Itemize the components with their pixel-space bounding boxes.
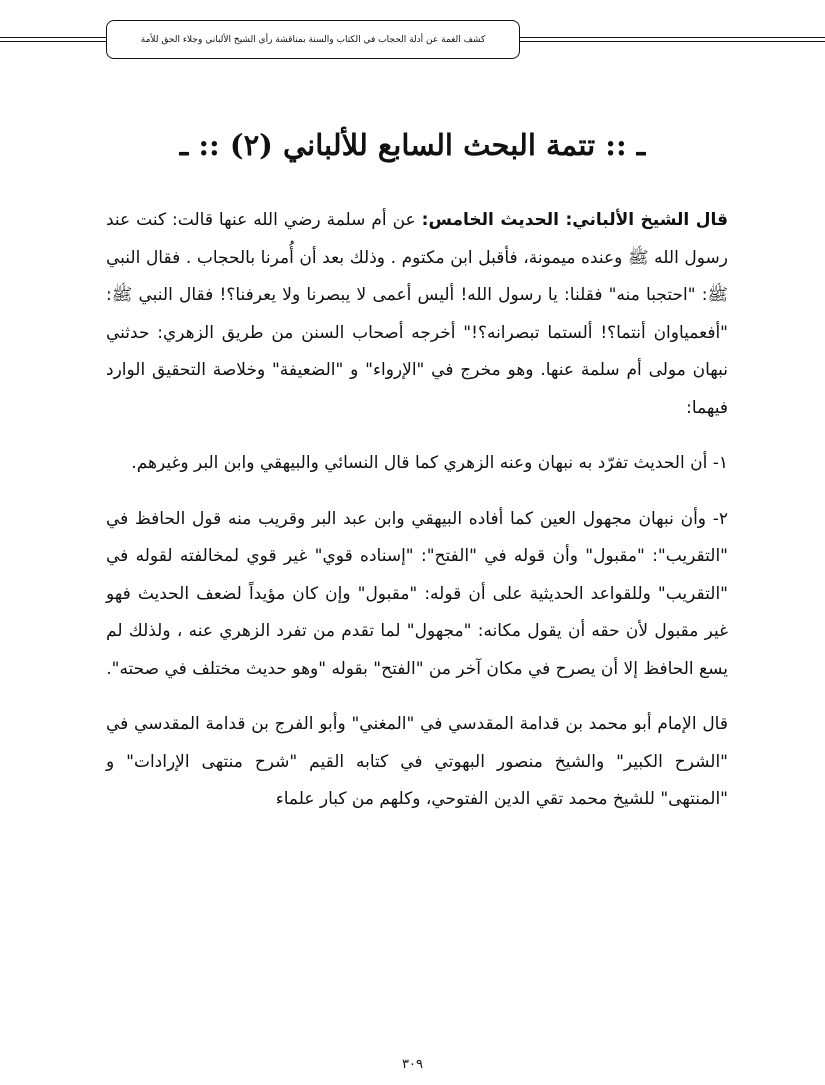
- running-header-text: كشف الغمة عن أدلة الحجاب في الكتاب والسنة بمناقشة رأي الشيخ الألباني وجلاء الحق للأمة: [140, 34, 486, 45]
- paragraph: [106, 202, 728, 427]
- paragraph: [106, 445, 728, 483]
- page-title: ـ :: تتمة البحث السابع للألباني (٢) :: ـ: [179, 128, 646, 162]
- paragraph-text: عن أم سلمة رضي الله عنها قالت: كنت عند رسول الله ﷺ وعنده ميمونة، فأقبل ابن مكتوم . وذلك بعد أن أُمرنا بالحجاب . فقال النبي ﷺ: "احتجبا منه" فقلنا: يا رسول الله! أليس أعمى لا يبصرنا ولا يعرفنا؟! فقال النبي ﷺ: "أفعمياوان أنتما؟! ألستما تبصرانه؟!" أخرجه أصحاب السنن من طريق الزهري: حدثني نبهان مولى أم سلمة عنها. وهو مخرج في "الإرواء" و "الضعيفة" وخلاصة التحقيق الوارد فيهما:: [106, 210, 728, 418]
- paragraph-text: ٢- وأن نبهان مجهول العين كما أفاده البيهقي وابن عبد البر وقريب منه قول الحافظ في "التقريب": "مقبول" وأن قوله في "الفتح": "إسناده قوي" غير قوي لمخالفته لقوله في "التقريب" وللقواعد الحديثية على أن قوله: "مقبول" وإن كان مؤيداً لضعف الحديث فهو غير مقبول لأن حقه أن يقول مكانه: "مجهول" لما تقدم من تفرد الزهري عنه ، ولذلك لم يسع الحافظ إلا أن يصرح في مكان آخر من "الفتح" بقوله "وهو حديث مختلف في صحته".: [106, 508, 728, 679]
- paragraph-text: قال الإمام أبو محمد بن قدامة المقدسي في "المغني" وأبو الفرج بن قدامة المقدسي في "الشرح الكبير" والشيخ منصور البهوتي في كتابه القيم "شرح منتهى الإرادات" و "المنتهى" للشيخ محمد تقي الدين الفتوحي، وكلهم من كبار علماء: [106, 714, 728, 809]
- paragraph-lead: قال الشيخ الألباني: الحديث الخامس:: [421, 210, 728, 230]
- paragraph: [106, 501, 728, 689]
- page-number: ٣٠٩: [402, 1057, 423, 1072]
- paragraph: [106, 706, 728, 819]
- running-header: [106, 20, 520, 59]
- document-body: [106, 202, 728, 819]
- paragraph-text: ١- أن الحديث تفرّد به نبهان وعنه الزهري كما قال النسائي والبيهقي وابن البر وغيرهم.: [131, 453, 728, 473]
- header-rule-right: [520, 37, 825, 42]
- header-rule-left: [0, 37, 106, 42]
